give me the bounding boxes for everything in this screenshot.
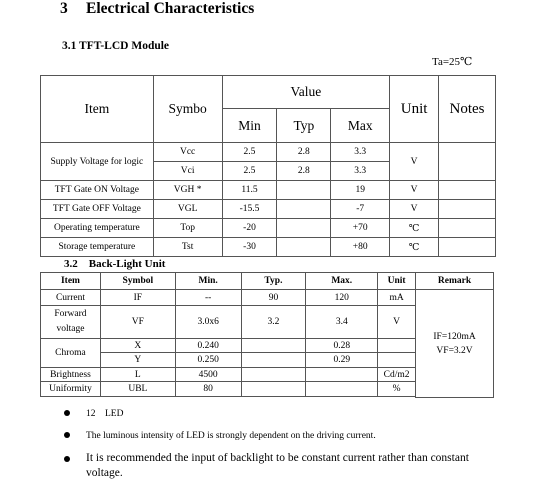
cell-min: 11.5 [222,181,277,200]
cell-symbol: VGH * [153,181,222,200]
cell-symbol: Y [100,353,175,368]
cell-max: 3.3 [331,143,390,162]
item-line: voltage [56,324,85,334]
cell-max: +70 [331,219,390,238]
cell-typ [241,382,306,397]
subsection-title-tft: 3.1 TFT-LCD Module [62,40,170,52]
header-unit: Unit [378,273,416,290]
cell-unit: V [378,306,416,339]
cell-max: -7 [331,200,390,219]
item-line: Forward [54,309,87,319]
bullet-item [64,409,123,419]
spacer-row [41,397,416,398]
cell-unit: Cd/m2 [378,368,416,382]
cell-symbol: IF [100,290,175,306]
cell-unit [378,353,416,368]
cell-notes [439,219,496,238]
cell-notes [439,143,496,181]
header-max: Max [331,109,390,143]
cell-min: -- [175,290,241,306]
cell-typ: 2.8 [277,162,331,181]
header-item: Item [41,76,154,143]
cell-typ: 90 [241,290,306,306]
header-value: Value [222,76,390,109]
cell-typ [277,238,331,257]
cell-min: 80 [175,382,241,397]
bullet-dot-icon [64,456,70,462]
cell-unit: % [378,382,416,397]
cell-typ [277,200,331,219]
section-heading [60,0,254,18]
remark-line: VF=3.2V [436,345,473,356]
cell-typ [241,368,306,382]
cell-min: -20 [222,219,277,238]
bullet-text: It is recommended the input of backlight to be constant current rather than constant voltage. [86,452,469,479]
cell-symbol: Vci [153,162,222,181]
cell-unit [378,339,416,353]
cell-min: 2.5 [222,162,277,181]
header-remark: Remark [416,273,494,290]
cell-max: +80 [331,238,390,257]
header-symbol: Symbol [100,273,175,290]
cell-min: -15.5 [222,200,277,219]
cell-item: Chroma [41,339,101,368]
cell-max: 3.4 [306,306,378,339]
header-typ: Typ. [241,273,306,290]
cell-item: Storage temperature [41,238,154,257]
header-max: Max. [306,273,378,290]
cell-max [306,382,378,397]
header-item: Item [41,273,101,290]
cell-item: Brightness [41,368,101,382]
bullet-dot-icon [64,410,70,416]
header-typ: Typ [277,109,331,143]
cell-min: 3.0x6 [175,306,241,339]
cell-item: Uniformity [41,382,101,397]
header-unit: Unit [390,76,439,143]
cell-item: TFT Gate ON Voltage [41,181,154,200]
cell-max: 0.28 [306,339,378,353]
section-number: 3 [60,0,68,17]
cell-unit: V [390,200,439,219]
cell-typ [277,181,331,200]
cell-min: 4500 [175,368,241,382]
cell-unit: ℃ [390,219,439,238]
cell-typ [241,339,306,353]
header-min: Min. [175,273,241,290]
cell-remark [416,290,494,398]
cell-item: Supply Voltage for logic [41,143,154,181]
cell-max [306,368,378,382]
cell-min: -30 [222,238,277,257]
bullet-item [64,431,376,441]
cell-typ: 3.2 [241,306,306,339]
tft-lcd-table [40,75,496,257]
cell-symbol: UBL [100,382,175,397]
cell-item: Operating temperature [41,219,154,238]
cell-min: 0.250 [175,353,241,368]
cell-unit: mA [378,290,416,306]
cell-symbol: VF [100,306,175,339]
header-min: Min [222,109,277,143]
cell-max: 120 [306,290,378,306]
cell-typ [241,353,306,368]
subsection-title-backlight: 3.2 Back-Light Unit [64,258,166,270]
cell-item: Current [41,290,101,306]
cell-notes [439,200,496,219]
cell-notes [439,181,496,200]
bullet-item [64,451,484,481]
cell-typ: 2.8 [277,143,331,162]
section-title: Electrical Characteristics [86,0,255,17]
bullet-text: The luminous intensity of LED is strongly dependent on the driving current. [86,431,376,441]
remark-line: IF=120mA [433,331,476,342]
cell-max: 3.3 [331,162,390,181]
cell-unit: ℃ [390,238,439,257]
cell-unit: V [390,181,439,200]
cell-symbol: L [100,368,175,382]
cell-max: 19 [331,181,390,200]
header-notes: Notes [439,76,496,143]
cell-symbol: Vcc [153,143,222,162]
bullet-text: 12 LED [86,409,124,419]
cell-symbol: Tst [153,238,222,257]
bullet-dot-icon [64,432,70,438]
backlight-table [40,272,494,398]
cell-symbol: X [100,339,175,353]
cell-unit: V [390,143,439,181]
cell-min: 2.5 [222,143,277,162]
ambient-temp-note: Ta=25℃ [432,56,473,68]
cell-typ [277,219,331,238]
cell-notes [439,238,496,257]
cell-item [41,306,101,339]
cell-min: 0.240 [175,339,241,353]
cell-symbol: VGL [153,200,222,219]
header-symbo: Symbo [153,76,222,143]
cell-max: 0.29 [306,353,378,368]
cell-symbol: Top [153,219,222,238]
cell-item: TFT Gate OFF Voltage [41,200,154,219]
